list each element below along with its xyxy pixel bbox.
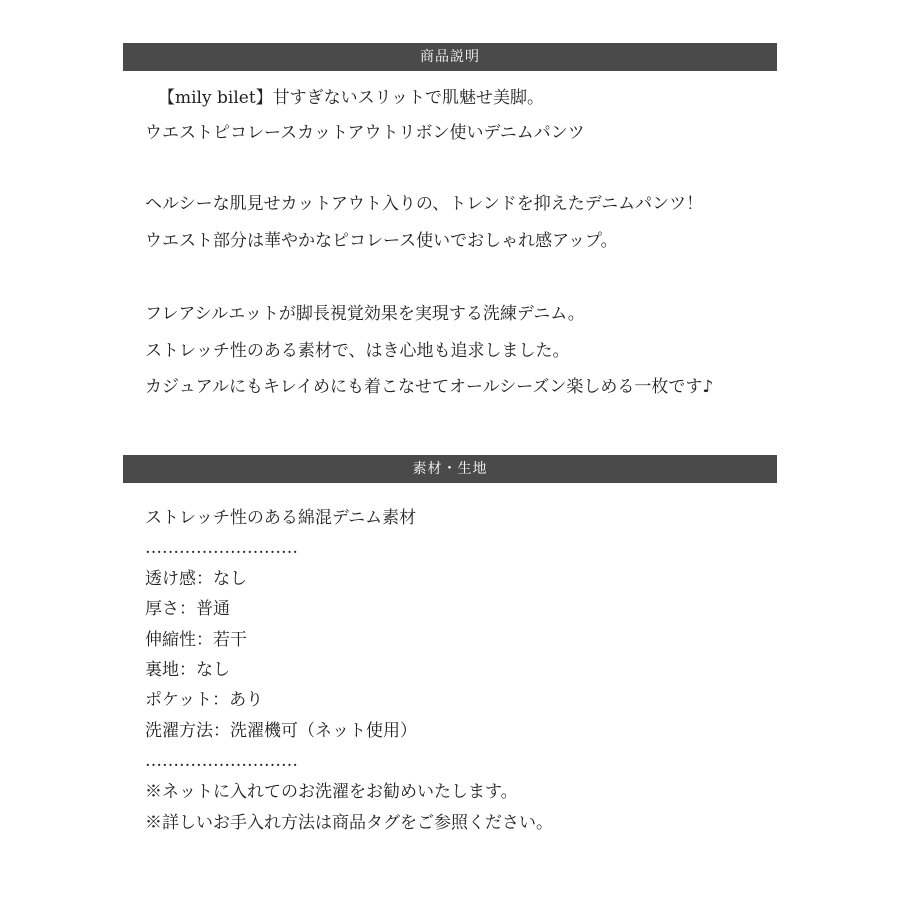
description-line-2: ウエストピコレースカットアウトリボン使いデニムパンツ (145, 123, 585, 143)
material-divider-2: ……………………… (145, 751, 298, 771)
description-line-1: 【mily bilet】甘すぎないスリットで肌魅せ美脚。 (158, 88, 544, 108)
material-note-2: ※詳しいお手入れ方法は商品タグをご参照ください。 (145, 813, 553, 833)
material-note-1: ※ネットに入れてのお洗濯をお勧めいたします。 (145, 782, 518, 802)
description-line-3: ヘルシーな肌見せカットアウト入りの、トレンドを抑えたデニムパンツ！ (145, 194, 704, 214)
material-spec-thickness: 厚さ：普通 (145, 599, 230, 619)
material-spec-washing: 洗濯方法：洗濯機可（ネット使用） (145, 721, 417, 741)
description-line-6: ストレッチ性のある素材で、はき心地も追求しました。 (145, 341, 570, 361)
material-line-1: ストレッチ性のある綿混デニム素材 (145, 508, 417, 528)
description-line-4: ウエスト部分は華やかなピコレース使いでおしゃれ感アップ。 (145, 231, 618, 251)
material-spec-pocket: ポケット：あり (145, 690, 264, 710)
description-line-7: カジュアルにもキレイめにも着こなせてオールシーズン楽しめる一枚です♪ (145, 377, 714, 397)
material-spec-stretch: 伸縮性：若干 (145, 630, 247, 650)
section-header-material: 素材・生地 (123, 455, 777, 483)
material-spec-sheerness: 透け感：なし (145, 569, 247, 589)
material-divider-1: ……………………… (145, 538, 298, 558)
material-spec-lining: 裏地：なし (145, 660, 230, 680)
description-line-5: フレアシルエットが脚長視覚効果を実現する洗練デニム。 (145, 304, 585, 324)
section-header-description: 商品説明 (123, 43, 777, 71)
